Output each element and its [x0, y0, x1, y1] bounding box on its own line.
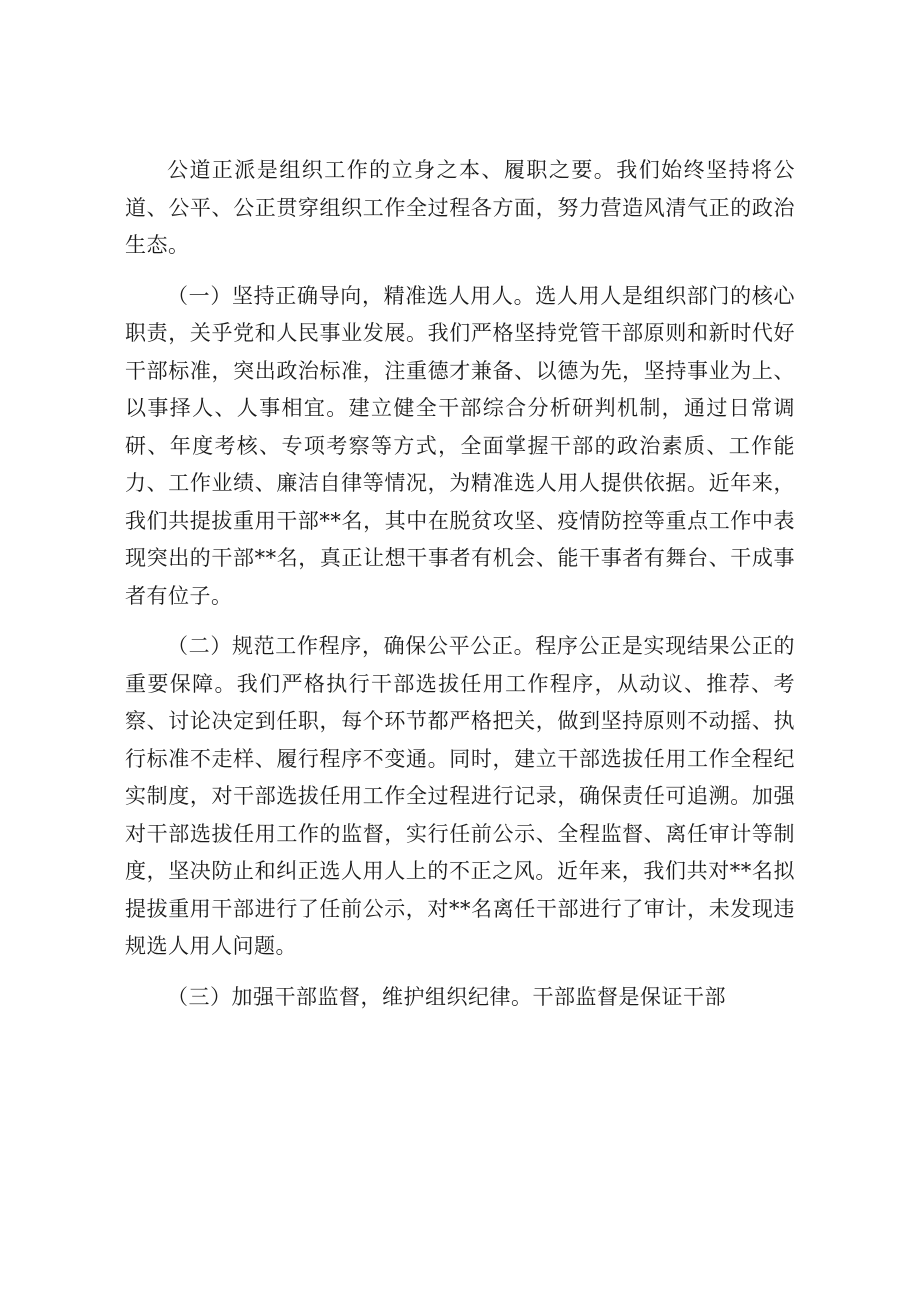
paragraph-section-2: （二）规范工作程序，确保公平公正。程序公正是实现结果公正的重要保障。我们严格执行干部选拔任用工作程序，从动议、推荐、考察、讨论决定到任职，每个环节都严格把关，做到坚持原则不动摇、执行标准不走样、履行程序不变通。同时，建立干部选拔任用工作全程纪实制度，对干部选拔任用工作全过程进行记录，确保责任可追溯。加强对干部选拔任用工作的监督，实行任前公示、全程监督、离任审计等制度，坚决防止和纠正选人用人上的不正之风。近年来，我们共对**名拟提拔重用干部进行了任前公示，对**名离任干部进行了审计，未发现违规选人用人问题。 [125, 634, 795, 958]
paragraph-section-1: （一）坚持正确导向，精准选人用人。选人用人是组织部门的核心职责，关乎党和人民事业发展。我们严格坚持党管干部原则和新时代好干部标准，突出政治标准，注重德才兼备、以德为先，坚持事业为上、以事择人、人事相宜。建立健全干部综合分析研判机制，通过日常调研、年度考核、专项考察等方式，全面掌握干部的政治素质、工作能力、工作业绩、廉洁自律等情况，为精准选人用人提供依据。近年来，我们共提拔重用干部**名，其中在脱贫攻坚、疫情防控等重点工作中表现突出的干部**名，真正让想干事者有机会、能干事者有舞台、干成事者有位子。 [125, 283, 795, 608]
paragraph-section-3: （三）加强干部监督，维护组织纪律。干部监督是保证干部 [167, 984, 726, 1009]
document-body [125, 152, 795, 1029]
paragraph-intro: 公道正派是组织工作的立身之本、履职之要。我们始终坚持将公道、公平、公正贯穿组织工作全过程各方面，努力营造风清气正的政治生态。 [125, 158, 795, 257]
